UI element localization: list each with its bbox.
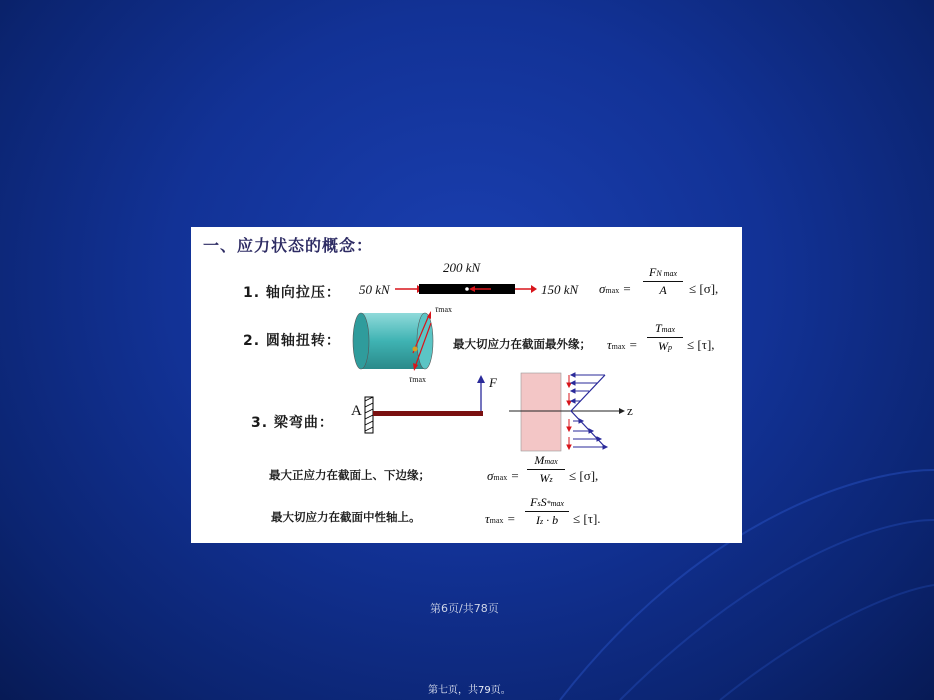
item-torsion-label: 2. 圆轴扭转： xyxy=(243,333,341,349)
bending-sigma-note: 最大正应力在截面上、下边缘； xyxy=(269,468,430,482)
axial-bar-diagram xyxy=(391,277,541,301)
axial-right-load: 150 kN xyxy=(541,282,579,297)
section-title: 一、应力状态的概念： xyxy=(203,236,374,255)
formula-axial-lhs: σmax = xyxy=(599,281,632,296)
formula-axial-fraction: FN max A xyxy=(643,265,683,298)
beam-force-label: F xyxy=(489,375,497,390)
formula-torsion-lhs: τmax = xyxy=(607,337,638,352)
neutral-axis-label: z xyxy=(627,403,633,418)
formula-bend-tau-fraction: FsS*max Iz · b xyxy=(525,495,569,528)
torsion-note: 最大切应力在截面最外缘； xyxy=(453,337,591,351)
cantilever-beam-diagram xyxy=(361,373,501,435)
formula-bend-tau-lhs: τmax = xyxy=(485,511,516,526)
content-panel xyxy=(191,227,742,543)
axial-mid-load: 200 kN xyxy=(443,260,481,275)
formula-axial-rhs: ≤ [σ], xyxy=(689,281,719,296)
tau-top-label: τmax xyxy=(435,304,453,314)
axial-left-load: 50 kN xyxy=(359,282,390,297)
bending-stress-diagram xyxy=(509,371,639,455)
bending-tau-note: 最大切应力在截面中性轴上。 xyxy=(271,510,421,524)
tau-bottom-label: τmax xyxy=(409,374,427,384)
formula-torsion-fraction: Tmax Wp xyxy=(647,321,683,354)
beam-support-label: A xyxy=(351,403,362,419)
page-number: 第6页/共78页 xyxy=(430,602,499,615)
formula-bend-sigma-fraction: Mmax Wz xyxy=(527,453,565,486)
formula-bend-sigma-lhs: σmax = xyxy=(487,468,520,483)
formula-torsion-rhs: ≤ [τ], xyxy=(687,337,715,352)
page-footer: 第七页，共79页。 xyxy=(428,685,511,696)
formula-bend-tau-rhs: ≤ [τ]. xyxy=(573,511,601,526)
formula-bend-sigma-rhs: ≤ [σ], xyxy=(569,468,599,483)
item-bending-label: 3. 梁弯曲： xyxy=(251,415,334,431)
item-axial-label: 1. 轴向拉压： xyxy=(243,285,341,301)
